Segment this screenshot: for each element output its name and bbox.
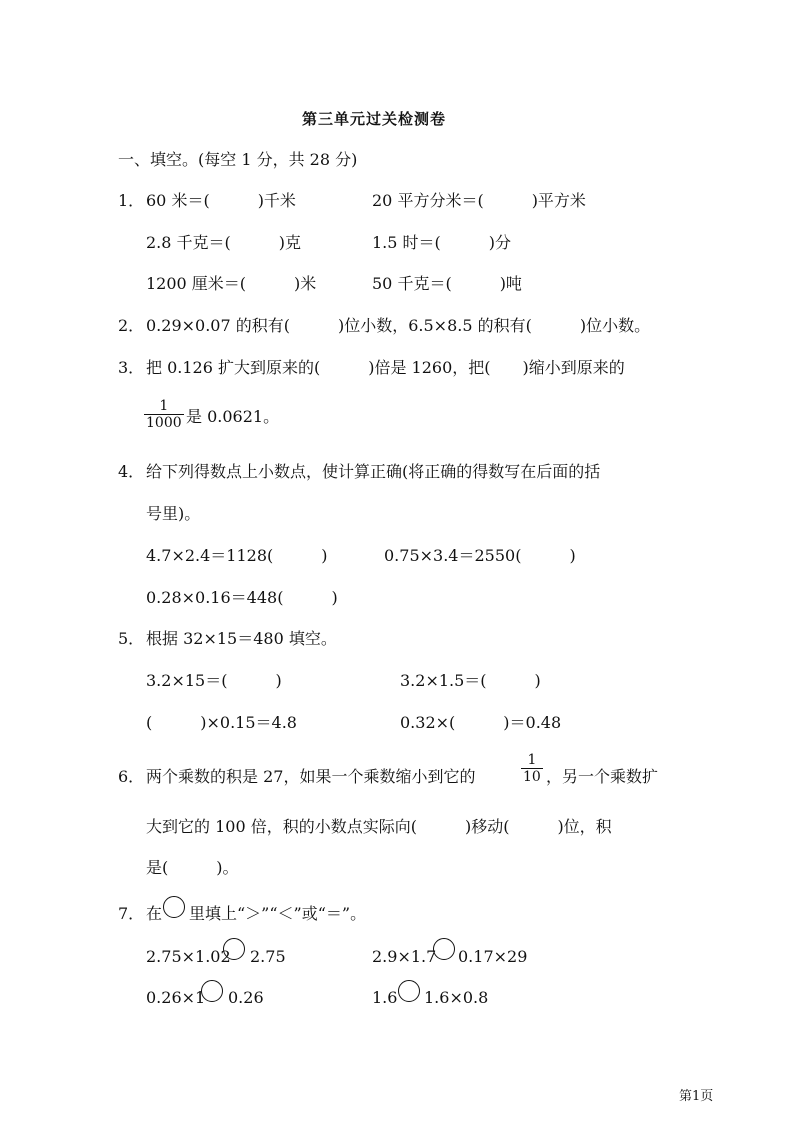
fraction-numerator: 1 bbox=[527, 752, 537, 768]
q5-item-c: ( )×0.15＝4.8 bbox=[146, 713, 297, 732]
q4-item-b: 0.75×3.4＝2550( ) bbox=[384, 546, 576, 565]
q3-fraction bbox=[144, 398, 184, 431]
q7-d-right: 1.6×0.8 bbox=[424, 988, 489, 1007]
q5-item-a: 3.2×15＝( ) bbox=[146, 671, 282, 690]
compare-circle-icon[interactable] bbox=[398, 980, 420, 1002]
q6-line3: 是( )。 bbox=[146, 858, 239, 877]
compare-circle-icon[interactable] bbox=[433, 938, 455, 960]
q7-line1-a: 在 bbox=[146, 904, 163, 923]
fraction-denominator: 10 bbox=[523, 769, 541, 785]
question-number: 2． bbox=[118, 316, 145, 335]
page-number: 第1页 bbox=[679, 1089, 714, 1104]
q3-line1: 把 0.126 扩大到原来的( )倍是 1260，把( )缩小到原来的 bbox=[146, 358, 625, 377]
q7-b-right: 0.17×29 bbox=[458, 947, 528, 966]
q7-c-left: 0.26×1 bbox=[146, 988, 206, 1007]
q6-fraction bbox=[521, 752, 543, 785]
q7-b-left: 2.9×1.7 bbox=[372, 947, 437, 966]
question-number: 7． bbox=[118, 904, 145, 923]
question-number: 3． bbox=[118, 358, 145, 377]
compare-circle-icon[interactable] bbox=[223, 938, 245, 960]
q1-item-d: 1.5 时＝( )分 bbox=[372, 233, 512, 252]
q4-item-c: 0.28×0.16＝448( ) bbox=[146, 588, 338, 607]
q1-item-e: 1200 厘米＝( )米 bbox=[146, 274, 317, 293]
compare-circle-icon[interactable] bbox=[201, 980, 223, 1002]
q6-line2: 大到它的 100 倍，积的小数点实际向( )移动( )位，积 bbox=[146, 817, 612, 836]
q7-c-right: 0.26 bbox=[228, 988, 264, 1007]
question-number: 5． bbox=[118, 629, 145, 648]
q5-line1: 根据 32×15＝480 填空。 bbox=[146, 629, 337, 648]
q7-d-left: 1.6 bbox=[372, 988, 398, 1007]
q1-item-a: 60 米＝( )千米 bbox=[146, 191, 296, 210]
q5-item-b: 3.2×1.5＝( ) bbox=[400, 671, 541, 690]
q7-line1-b: 里填上“＞”“＜”或“＝”。 bbox=[189, 904, 367, 923]
q4-item-a: 4.7×2.4＝1128( ) bbox=[146, 546, 328, 565]
q5-item-d: 0.32×( )＝0.48 bbox=[400, 713, 562, 732]
question-number: 6． bbox=[118, 767, 145, 786]
q4-line2: 号里)。 bbox=[146, 504, 201, 523]
compare-circle-icon bbox=[163, 896, 185, 918]
q4-line1: 给下列得数点上小数点，使计算正确(将正确的得数写在后面的括 bbox=[146, 462, 601, 481]
q7-a-left: 2.75×1.02 bbox=[146, 947, 231, 966]
q6-line1-b: ，另一个乘数扩 bbox=[546, 767, 659, 786]
q7-a-right: 2.75 bbox=[250, 947, 286, 966]
q1-item-b: 20 平方分米＝( )平方米 bbox=[372, 191, 586, 210]
page-title: 第三单元过关检测卷 bbox=[302, 110, 447, 128]
question-number: 4． bbox=[118, 462, 145, 481]
q1-item-c: 2.8 千克＝( )克 bbox=[146, 233, 302, 252]
q6-line1-a: 两个乘数的积是 27，如果一个乘数缩小到它的 bbox=[146, 767, 476, 786]
section-heading: 一、填空。(每空 1 分，共 28 分) bbox=[118, 150, 358, 169]
q2-text: 0.29×0.07 的积有( )位小数，6.5×8.5 的积有( )位小数。 bbox=[146, 316, 651, 335]
fraction-denominator: 1000 bbox=[146, 415, 182, 431]
fraction-numerator: 1 bbox=[159, 398, 169, 414]
q1-item-f: 50 千克＝( )吨 bbox=[372, 274, 522, 293]
q3-line2: 是 0.0621。 bbox=[186, 407, 280, 426]
question-number: 1． bbox=[118, 191, 145, 210]
